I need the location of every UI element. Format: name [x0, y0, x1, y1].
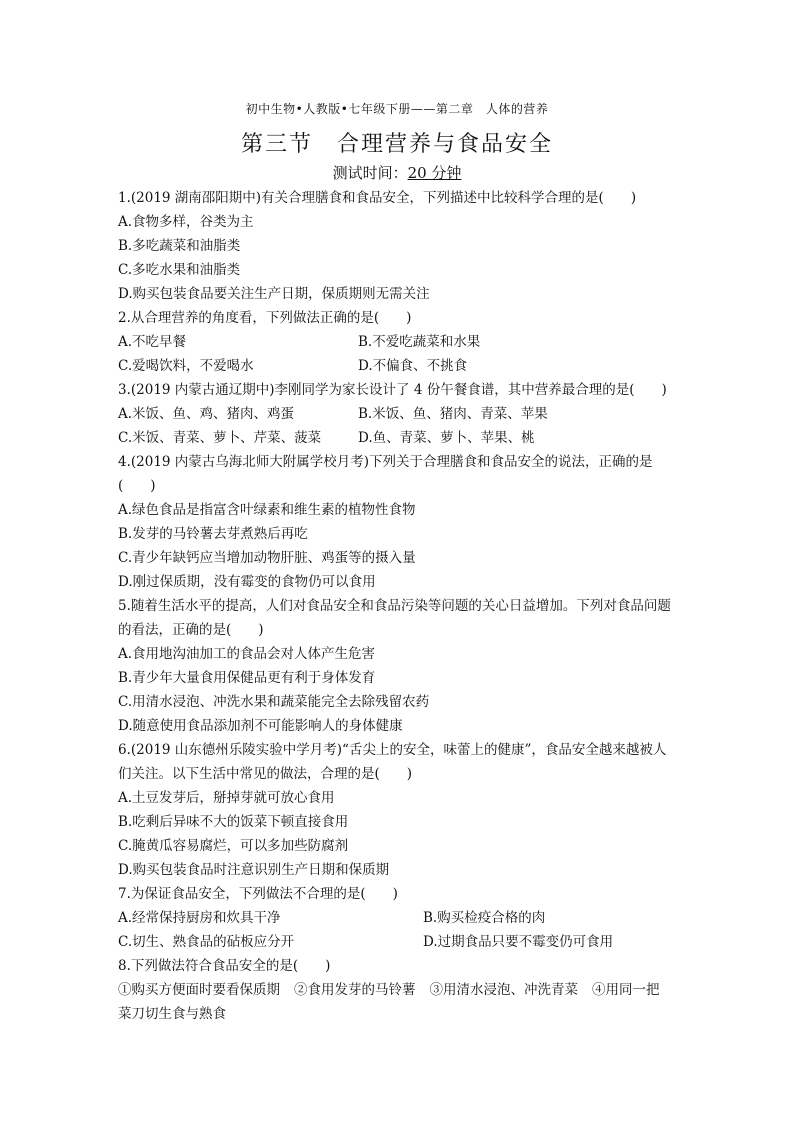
question-2-options-row-1: [118, 330, 678, 354]
question-6-stem: 6.(2019 山东德州乐陵实验中学月考)“舌尖上的安全，味蕾上的健康”，食品安全越来越被人们关注。以下生活中常见的做法，合理的是( ): [118, 742, 667, 782]
question-3-options-row-2: [118, 426, 678, 450]
question-8-statement-4: ④用同一把: [592, 982, 660, 998]
question-3-option-a: A.米饭、鱼、鸡、猪肉、鸡蛋: [118, 406, 295, 422]
question-2-option-c: C.爱喝饮料，不爱喝水: [118, 358, 254, 374]
question-4-option-b: B.发芽的马铃薯去芽煮熟后再吃: [118, 526, 308, 542]
question-1-option-c: C.多吃水果和油脂类: [118, 262, 241, 278]
question-7-option-c: C.切生、熟食品的砧板应分开: [118, 934, 295, 950]
question-8-statement-3: ③用清水浸泡、冲洗青菜: [429, 982, 578, 998]
question-2-option-d: D.不偏食、不挑食: [358, 358, 468, 374]
question-1-option-a: A.食物多样，谷类为主: [118, 214, 254, 230]
question-7-option-b: B.购买检疫合格的肉: [423, 910, 546, 926]
question-list: [118, 186, 678, 1026]
question-5-option-a: A.食用地沟油加工的食品会对人体产生危害: [118, 646, 376, 662]
question-6-option-c: C.腌黄瓜容易腐烂，可以多加些防腐剂: [118, 838, 349, 854]
question-8-statement-2: ②食用发芽的马铃薯: [294, 982, 416, 998]
section-title: 第三节 合理营养与食品安全: [240, 132, 553, 157]
test-time-label: 测试时间：: [332, 164, 408, 182]
test-time: [0, 162, 794, 183]
question-1-option-d: D.购买包装食品要关注生产日期，保质期则无需关注: [118, 286, 430, 302]
question-3-options-row-1: [118, 402, 678, 426]
question-2-option-a: A.不吃早餐: [118, 334, 187, 350]
question-7-option-d: D.过期食品只要不霉变仍可食用: [423, 934, 614, 950]
question-5-option-c: C.用清水浸泡、冲洗水果和蔬菜能完全去除残留农药: [118, 694, 430, 710]
question-4-option-c: C.青少年缺钙应当增加动物肝脏、鸡蛋等的摄入量: [118, 550, 416, 566]
page-header: 初中生物•人教版•七年级下册——第二章 人体的营养: [245, 102, 549, 116]
question-2-options-row-2: [118, 354, 678, 378]
question-7-options-row-2: [118, 930, 678, 954]
question-4-stem: 4.(2019 内蒙古乌海北师大附属学校月考)下列关于合理膳食和食品安全的说法，正确的是( ): [118, 454, 653, 494]
question-4-option-d: D.刚过保质期，没有霉变的食物仍可以食用: [118, 574, 376, 590]
test-time-value: 20 分钟: [407, 164, 462, 182]
question-5-stem: 5.随着生活水平的提高，人们对食品安全和食品污染等问题的关心日益增加。下列对食品问题的看法，正确的是( ): [118, 598, 671, 638]
question-3-option-c: C.米饭、青菜、萝卜、芹菜、菠菜: [118, 430, 322, 446]
question-7-options-row-1: [118, 906, 678, 930]
question-7-option-a: A.经常保持厨房和炊具干净: [118, 910, 281, 926]
question-5-option-d: D.随意使用食品添加剂不可能影响人的身体健康: [118, 718, 403, 734]
question-4-option-a: A.绿色食品是指富含叶绿素和维生素的植物性食物: [118, 502, 416, 518]
question-8-statements: [118, 978, 678, 1002]
question-2-stem: 2.从合理营养的角度看，下列做法正确的是( ): [118, 310, 412, 326]
question-5-option-b: B.青少年大量食用保健品更有利于身体发育: [118, 670, 376, 686]
question-8-stem: 8.下列做法符合食品安全的是( ): [118, 958, 331, 974]
question-8-statement-1: ①购买方便面时要看保质期: [118, 982, 280, 998]
question-6-option-d: D.购买包装食品时注意识别生产日期和保质期: [118, 862, 390, 878]
question-3-option-b: B.米饭、鱼、猪肉、青菜、苹果: [358, 406, 548, 422]
question-8-statement-continuation: 菜刀切生食与熟食: [118, 1006, 226, 1022]
question-2-option-b: B.不爱吃蔬菜和水果: [358, 334, 481, 350]
question-1-stem: 1.(2019 湖南邵阳期中)有关合理膳食和食品安全，下列描述中比较科学合理的是( ): [118, 190, 637, 206]
question-3-stem: 3.(2019 内蒙古通辽期中)李刚同学为家长设计了 4 份午餐食谱，其中营养最合理的是( ): [118, 382, 667, 398]
question-7-stem: 7.为保证食品安全，下列做法不合理的是( ): [118, 886, 398, 902]
question-6-option-b: B.吃剩后异味不大的饭菜下顿直接食用: [118, 814, 349, 830]
question-3-option-d: D.鱼、青菜、萝卜、苹果、桃: [358, 430, 535, 446]
question-6-option-a: A.土豆发芽后，掰掉芽就可放心食用: [118, 790, 335, 806]
question-1-option-b: B.多吃蔬菜和油脂类: [118, 238, 241, 254]
